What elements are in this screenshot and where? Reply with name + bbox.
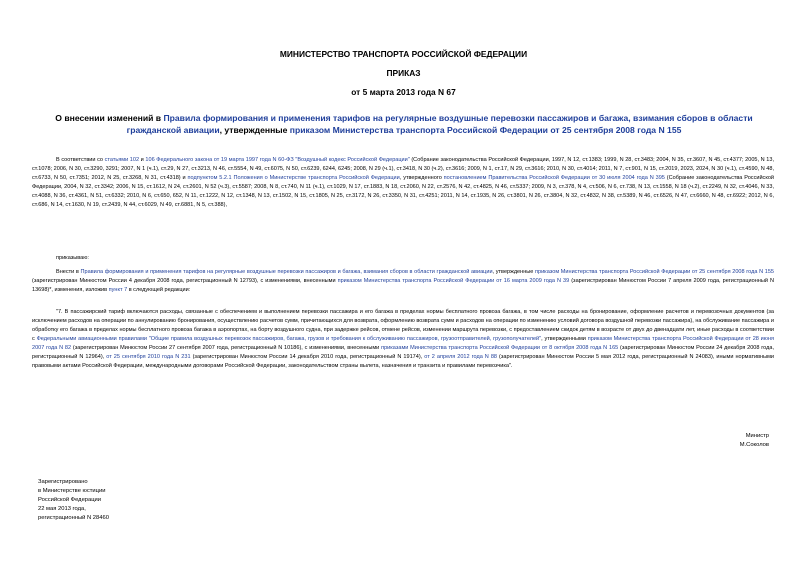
item-7-paragraph bbox=[32, 308, 774, 371]
registration-line: Зарегистрировано bbox=[38, 479, 88, 485]
preamble-link-decree-395[interactable]: постановлением Правительства Российской Федерации от 30 июля 2004 года N 395 bbox=[443, 175, 665, 181]
registration-line: Российской Федерации bbox=[38, 497, 102, 503]
preamble-paragraph bbox=[32, 156, 774, 210]
item7-text-6: (зарегистрирован Минюстом России 5 мая 2012 года, регистрационный N 24083), иными нормативными правовыми актами Российской Федерации, международными договорами Российской Федерации, законодательством страны вылета, назначения и транзита и правилами перевозчика". bbox=[32, 354, 775, 369]
title-link-rules[interactable]: Правила формирования и применения тарифов на регулярные воздушные перевозки пассажиров и багажа, взимания сборов в области гражданской авиации bbox=[126, 113, 753, 135]
item7-text-2: , утвержденными bbox=[541, 336, 588, 342]
item7-link-order-165[interactable]: приказами Министерства транспорта Российской Федерации от 8 октября 2008 года N 165 bbox=[381, 345, 619, 351]
item7-text-3: (зарегистрирован Минюстом России 27 сентября 2007 года, регистрационный N 10186), с изменениями, внесенными bbox=[71, 345, 382, 351]
registration-line: в Министерстве юстиции bbox=[38, 488, 106, 494]
amend-link-rules[interactable]: Правила формирования и применения тарифов на регулярные воздушные перевозки пассажиров и багажа, взимания сборов в области гражданской авиации bbox=[80, 269, 493, 275]
doc-type-heading: ПРИКАЗ bbox=[386, 68, 421, 78]
amend-paragraph bbox=[32, 268, 774, 295]
registration-line: регистрационный N 28460 bbox=[38, 515, 109, 521]
signature-block bbox=[740, 432, 769, 450]
item7-text-1: "7. В пассажирский тариф включаются расходы, связанные с обеспечением и выполнением перевозки пассажира и его багажа в пределах нормы бесплатного провоза багажа, в том числе расходы на бронирование, оформление расчетов и перевозочных документов (за исключением расходов на операции по аннулированию бронирования, осуществлению расчетов сумм, причитающихся для возврата, оформлению возврата сумм и расходов на операции по изменению условий договора воздушной перевозки пассажира), на обслуживание пассажира и обработку его багажа в пределах нормы бесплатного провоза багажа в аэропортах, на борту воздушного судна, при задержке рейсов, отмене рейсов, изменении маршрута перевозки, с предоставлением скидок детям в возрасте от двух до двенадцати лет, иные расходы в соответствии с bbox=[32, 309, 774, 342]
doc-date: от 5 марта 2013 года N 67 bbox=[351, 87, 456, 97]
preamble-link-regulation[interactable]: подпунктом 5.2.1 Положения о Министерстве транспорта Российской Федерации bbox=[187, 175, 400, 181]
amend-text-4: (зарегистрирован Минюстом России 7 апреля 2009 года, регистрационный N 13698)*, изменения, изложив bbox=[32, 278, 774, 293]
signature-position: Министр bbox=[745, 433, 769, 439]
signature-name: М.Соколов bbox=[739, 442, 769, 448]
amend-text-3: (зарегистрирован Минюстом России 4 декабря 2008 года, регистрационный N 12793), с изменениями, внесенными bbox=[32, 278, 338, 284]
preamble-text-3: (Собрание законодательства Российской Федерации, 1997, N 12, ст.1383; 1999, N 28, ст.3483; 2004, N 35, ст.3607, N 45, ст.4377; 2005, N 13, ст.1078; 2006, N 30, ст.3290, 3291; 2007, N 1 (ч.1), ст.29, N 27, ст.3213, N 46, ст.5554, N 49, ст.6075, N 50, ст.6239, 6244, 6245; 2008, N 29 (ч.1), ст.3418, N 30 (ч.2), ст.3616; 2009, N 1, ст.17, N 29, ст.3616; 2010, N 30, ст.4014; 2011, N 7, ст.901, N 15, ст.2019, 2023, 2024, N 30 (ч.1), ст.4590, N 48, ст.6733, N 50, ст.7351; 2012, N 25, ст.3268, N 31, ст.4318) и bbox=[32, 157, 774, 181]
amend-link-item-7[interactable]: пункт 7 bbox=[108, 287, 128, 293]
registration-block bbox=[38, 478, 109, 523]
preamble-text-5: (Собрание законодательства Российской Федерации, 2004, N 32, ст.3342; 2006, N 15, ст.1612, N 24, ст.2601, N 52 (ч.3), ст.5587; 2008, N 8, ст.740, N 11 (ч.1), ст.1029, N 17, ст.1883, N 18, ст.2060, N 22, ст.2576, N 42, ст.4825, N 46, ст.5337; 2009, N 3, ст.378, N 4, ст.506, N 6, ст.738, N 13, ст.1558, N 18 (ч.2), ст.2249, N 32, ст.4046, N 33, ст.4088, N 36, ст.4361, N 51, ст.6332; 2010, N 6, ст.650, 652, N 11, ст.1222, N 12, ст.1348, N 13, ст.1502, N 15, ст.1805, N 25, ст.3172, N 26, ст.3350, N 31, ст.4251; 2011, N 14, ст.1935, N 26, ст.3801, N 26, ст.3804, N 32, ст.4832, N 38, ст.5389, N 46, ст.6526, N 47, ст.6660, N 48, ст.6922; 2012, N 6, ст.686, N 14, ст.1630, N 19, ст.2439, N 44, ст.6029, N 49, ст.6881, N 5, ст.388), bbox=[32, 175, 774, 208]
title-link-order-155[interactable]: приказом Министерства транспорта Российской Федерации от 25 сентября 2008 года N 155 bbox=[289, 125, 682, 135]
amend-link-order-155[interactable]: приказом Министерства транспорта Российской Федерации от 25 сентября 2008 года N 155 bbox=[535, 269, 774, 275]
amend-text-5: в следующей редакции: bbox=[127, 287, 191, 293]
preamble-text-4: , утвержденного bbox=[399, 175, 444, 181]
item7-link-order-82[interactable]: приказом Министерства транспорта Российской Федерации от 28 июня 2007 года N 82 bbox=[32, 336, 774, 351]
ministry-heading: МИНИСТЕРСТВО ТРАНСПОРТА РОССИЙСКОЙ ФЕДЕРАЦИИ bbox=[279, 49, 528, 59]
preamble-text-1: В соответствии со bbox=[56, 157, 105, 163]
registration-line: 22 мая 2013 года, bbox=[38, 506, 86, 512]
document-title bbox=[34, 112, 774, 136]
item7-text-4: (зарегистрирован Минюстом России 24 декабря 2008 года, регистрационный N 12964), bbox=[32, 345, 774, 360]
preamble-text-2: и bbox=[139, 157, 146, 163]
amend-link-order-39[interactable]: приказом Министерства транспорта Российской Федерации от 16 марта 2009 года N 39 bbox=[337, 278, 570, 284]
item7-text-5: (зарегистрирован Минюстом России 14 декабря 2010 года, регистрационный N 19174), bbox=[190, 354, 425, 360]
preamble-link-articles[interactable]: статьями 102 bbox=[104, 157, 140, 163]
title-text-2: , утвержденные bbox=[219, 125, 290, 135]
item7-link-order-88[interactable]: от 2 апреля 2012 года N 88 bbox=[424, 354, 498, 360]
amend-text-1: Внести в bbox=[56, 269, 81, 275]
amend-text-2: , утвержденные bbox=[492, 269, 535, 275]
title-text-1: О внесении изменений в bbox=[55, 113, 164, 123]
item7-link-order-231[interactable]: от 25 сентября 2010 года N 231 bbox=[106, 354, 191, 360]
order-word: приказываю: bbox=[56, 255, 89, 261]
item7-link-fap[interactable]: Федеральными авиационными правилами "Общие правила воздушных перевозок пассажиров, багажа, грузов и требования к обслуживанию пассажиров, грузоотправителей, грузополучателей" bbox=[36, 336, 542, 342]
preamble-link-air-code[interactable]: 106 Федерального закона от 19 марта 1997 года N 60-ФЗ "Воздушный кодекс Российской Федерации" bbox=[145, 157, 410, 163]
